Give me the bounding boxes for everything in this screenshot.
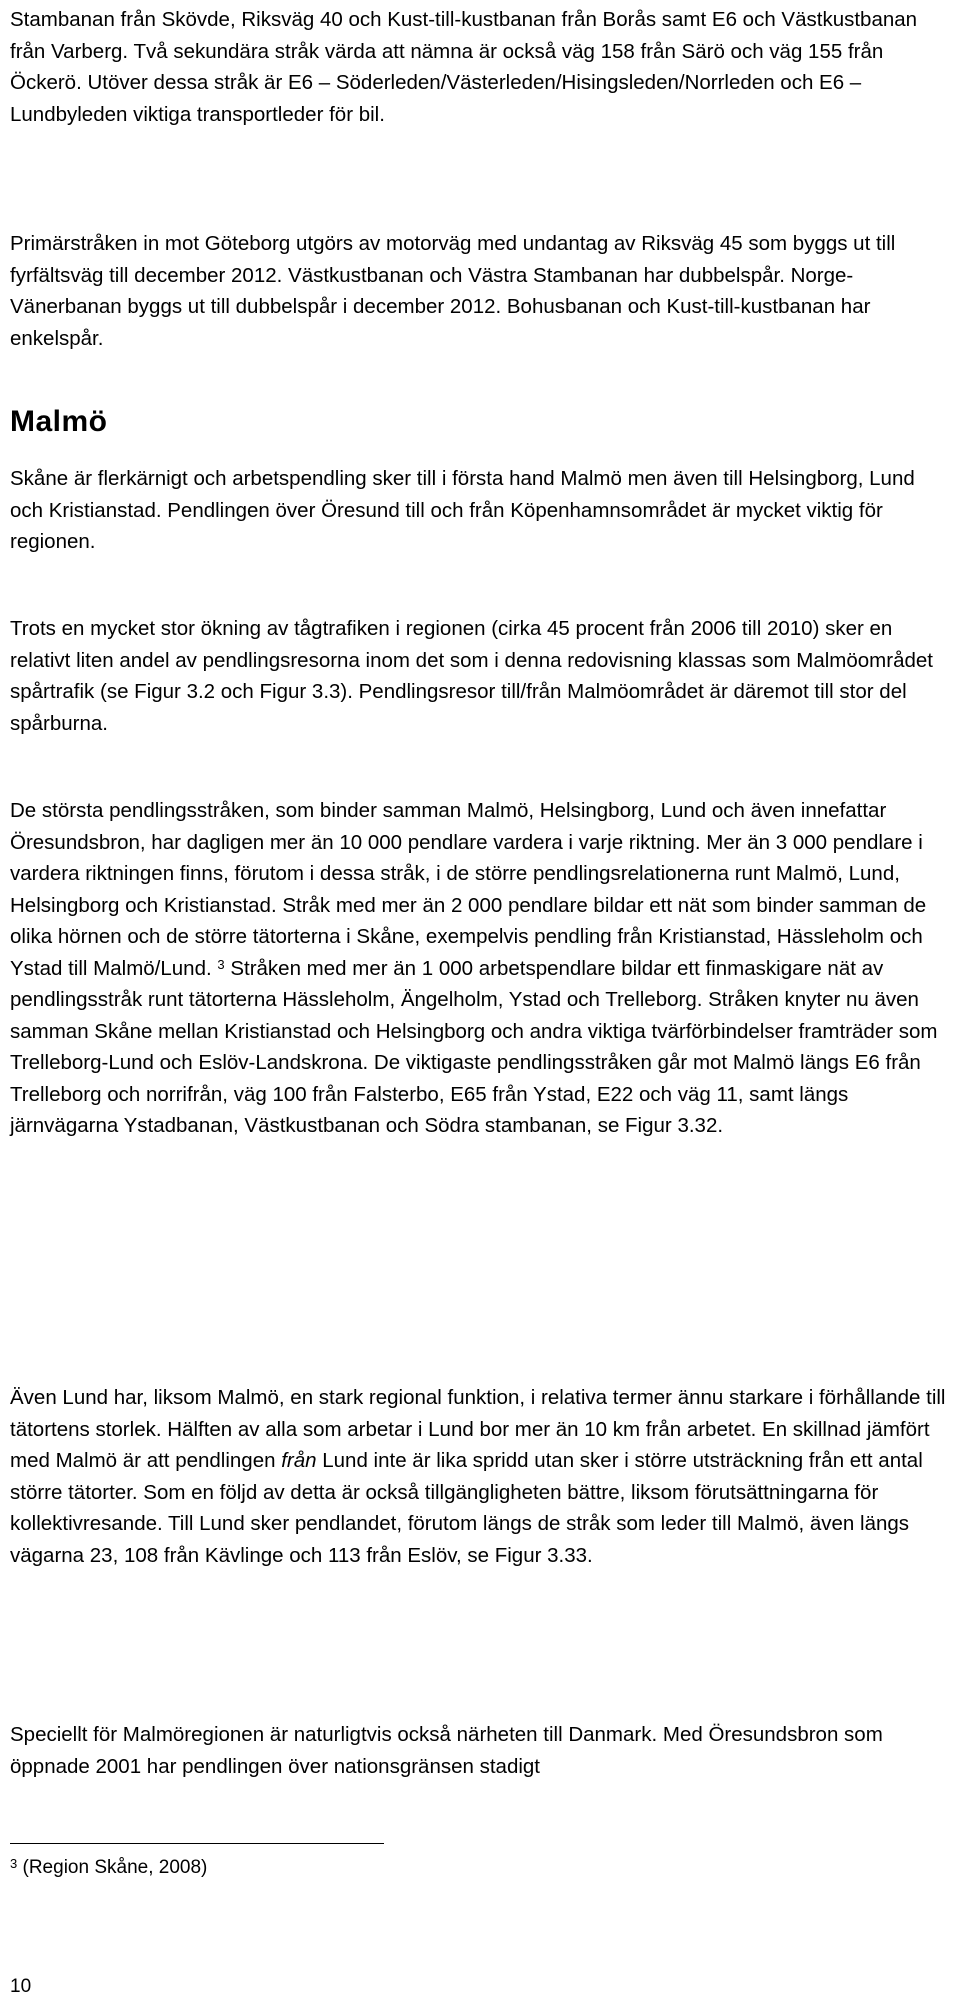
paragraph-primary-routes: Primärstråken in mot Göteborg utgörs av motorväg med undantag av Riksväg 45 som byggs ut till fyrfältsväg till december 2012. Västkustbanan och Västra Stambanan har dubbelspår. Norge-Vänerbanan byggs ut till dubbelspår i december 2012. Bohusbanan och Kust-till-kustbanan har enkelspår.: [10, 232, 896, 350]
footnote-text: (Region Skåne, 2008): [17, 1857, 208, 1878]
paragraph-text-segment: De största pendlingsstråken, som binder samman Malmö, Helsingborg, Lund och även innefattar Öresundsbron, har dagligen mer än 10 000 pendlare vardera i varje riktning. Mer än 3 000 pendlare i vardera riktningen finns, förutom i dessa stråk, i de större pendlingsrelationerna runt Malmö, Lund, Helsingborg och Kristianstad. Stråk med mer än 2 000 pendlare bildar ett nät som binder samman de olika hörnen och de större tätorterna i Skåne, exempelvis pendling från Kristianstad, Hässleholm och Ystad till Malmö/Lund.: [10, 799, 927, 980]
paragraph-lund-function: [10, 1382, 948, 1571]
page-number: 10: [10, 1976, 32, 1997]
footnote: [10, 1855, 207, 1881]
italic-word: från: [281, 1449, 317, 1472]
section-heading-malmo: Malmö: [10, 405, 108, 438]
paragraph-text-segment: Lund inte är lika spridd utan sker i större utsträckning från ett antal större tätorter. Som en följd av detta är också tillgängligheten bättre, liksom förutsättningarna för kollektivresande. Till Lund sker pendlandet, förutom längs de stråk som leder till Malmö, även längs vägarna 23, 108 från Kävlinge och 113 från Eslöv, se Figur 3.33.: [10, 1449, 923, 1567]
footnote-number: 3: [10, 1856, 18, 1871]
paragraph-gothenburg-routes: Stambanan från Skövde, Riksväg 40 och Kust-till-kustbanan från Borås samt E6 och Västkustbanan från Varberg. Två sekundära stråk värda att nämna är också väg 158 från Särö och väg 155 från Öckerö. Utöver dessa stråk är E6 – Söderleden/Västerleden/Hisingsleden/Norrleden och E6 – Lundbyleden viktiga transportleder för bil.: [10, 8, 918, 126]
paragraph-commuting-routes: [10, 795, 948, 1142]
footnote-divider: [10, 1843, 384, 1844]
paragraph-text-segment: Även Lund har, liksom Malmö, en stark regional funktion, i relativa termer ännu starkare i förhållande till tätortens storlek. Hälften av alla som arbetar i Lund bor mer än 10 km från arbetet. En skillnad jämfört med Malmö är att pendlingen: [10, 1386, 946, 1472]
paragraph-denmark-proximity: Speciellt för Malmöregionen är naturligtvis också närheten till Danmark. Med Öresundsbron som öppnade 2001 har pendlingen över nationsgränsen stadigt: [10, 1723, 883, 1778]
paragraph-rail-traffic: Trots en mycket stor ökning av tågtrafiken i regionen (cirka 45 procent från 2006 till 2010) sker en relativt liten andel av pendlingsresorna inom det som i denna redovisning klassas som Malmöområdet spårtrafik (se Figur 3.2 och Figur 3.3). Pendlingsresor till/från Malmöområdet är däremot till stor del spårburna.: [10, 617, 933, 735]
paragraph-skane-commuting: Skåne är flerkärnigt och arbetspendling sker till i första hand Malmö men även till Helsingborg, Lund och Kristianstad. Pendlingen över Öresund till och från Köpenhamnsområdet är mycket viktig för regionen.: [10, 467, 915, 553]
footnote-reference[interactable]: 3: [217, 956, 225, 972]
paragraph-text-segment: Stråken med mer än 1 000 arbetspendlare bildar ett finmaskigare nät av pendlingsstråk runt tätorterna Hässleholm, Ängelholm, Ystad och Trelleborg. Stråken knyter nu även samman Skåne mellan Kristianstad och Helsingborg och andra viktiga tvärförbindelser framträder som Trelleborg-Lund och Eslöv-Landskrona. De viktigaste pendlingsstråken går mot Malmö längs E6 från Trelleborg och norrifrån, väg 100 från Falsterbo, E65 från Ystad, E22 och väg 11, samt längs järnvägarna Ystadbanan, Västkustbanan och Södra stambanan, se Figur 3.32.: [10, 956, 938, 1137]
